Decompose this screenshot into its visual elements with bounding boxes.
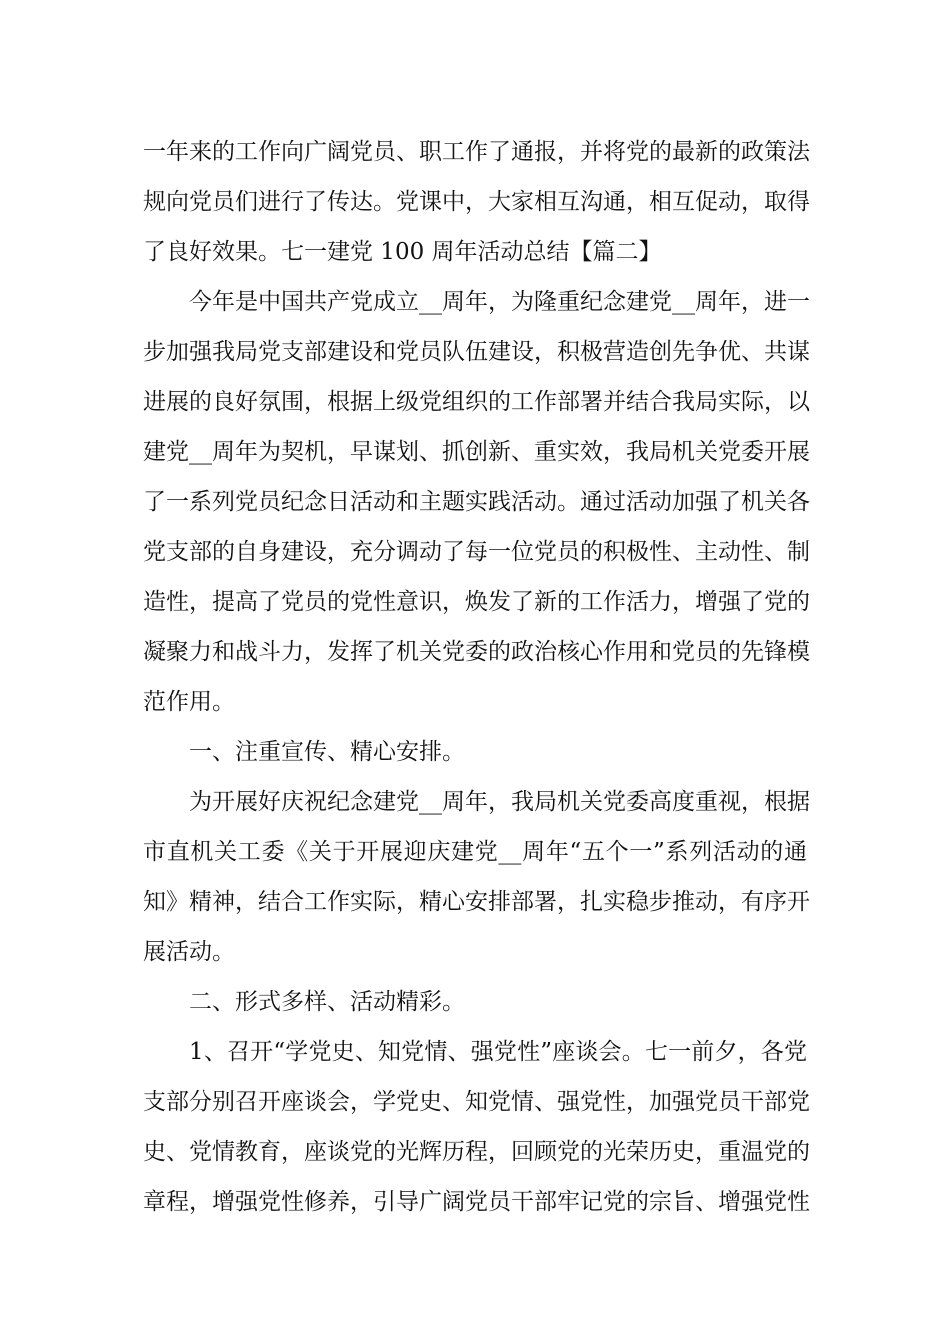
text-line-19: 1、召开“学党史、知党情、强党性”座谈会。七一前夕，各党 bbox=[189, 1039, 807, 1065]
text-line-17: 展活动。 bbox=[143, 939, 235, 965]
section-heading-2: 二、形式多样、活动精彩。 bbox=[189, 989, 465, 1015]
text-line-14: 为开展好庆祝纪念建党__周年，我局机关党委高度重视，根据 bbox=[189, 789, 810, 815]
text-line-8: 了一系列党员纪念日活动和主题实践活动。通过活动加强了机关各 bbox=[143, 489, 810, 515]
text-line-20: 支部分别召开座谈会，学党史、知党情、强党性，加强党员干部党 bbox=[143, 1089, 810, 1115]
text-line-10: 造性，提高了党员的党性意识，焕发了新的工作活力，增强了党的 bbox=[143, 589, 810, 615]
text-line-3: 了良好效果。七一建党 100 周年活动总结【篇二】 bbox=[143, 239, 662, 265]
text-line-4: 今年是中国共产党成立__周年，为隆重纪念建党__周年，进一 bbox=[189, 289, 810, 315]
document-body bbox=[143, 127, 810, 1227]
text-line-7: 建党__周年为契机，早谋划、抓创新、重实效，我局机关党委开展 bbox=[143, 439, 810, 465]
text-line-6: 进展的良好氛围，根据上级党组织的工作部署并结合我局实际，以 bbox=[143, 389, 810, 415]
text-line-9: 党支部的自身建设，充分调动了每一位党员的积极性、主动性、制 bbox=[143, 539, 810, 565]
text-line-21: 史、党情教育，座谈党的光辉历程，回顾党的光荣历史，重温党的 bbox=[143, 1139, 810, 1165]
text-line-12: 范作用。 bbox=[143, 689, 235, 715]
text-line-2: 规向党员们进行了传达。党课中，大家相互沟通，相互促动，取得 bbox=[143, 189, 810, 215]
section-heading-1: 一、注重宣传、精心安排。 bbox=[189, 739, 465, 765]
text-line-22: 章程，增强党性修养，引导广阔党员干部牢记党的宗旨、增强党性 bbox=[143, 1189, 810, 1215]
text-line-11: 凝聚力和战斗力，发挥了机关党委的政治核心作用和党员的先锋模 bbox=[143, 639, 810, 665]
text-line-15: 市直机关工委《关于开展迎庆建党__周年“五个一”系列活动的通 bbox=[143, 839, 807, 865]
text-line-5: 步加强我局党支部建设和党员队伍建设，积极营造创先争优、共谋 bbox=[143, 339, 810, 365]
text-line-1: 一年来的工作向广阔党员、职工作了通报，并将党的最新的政策法 bbox=[143, 139, 810, 165]
text-line-16: 知》精神，结合工作实际，精心安排部署，扎实稳步推动，有序开 bbox=[143, 889, 810, 915]
